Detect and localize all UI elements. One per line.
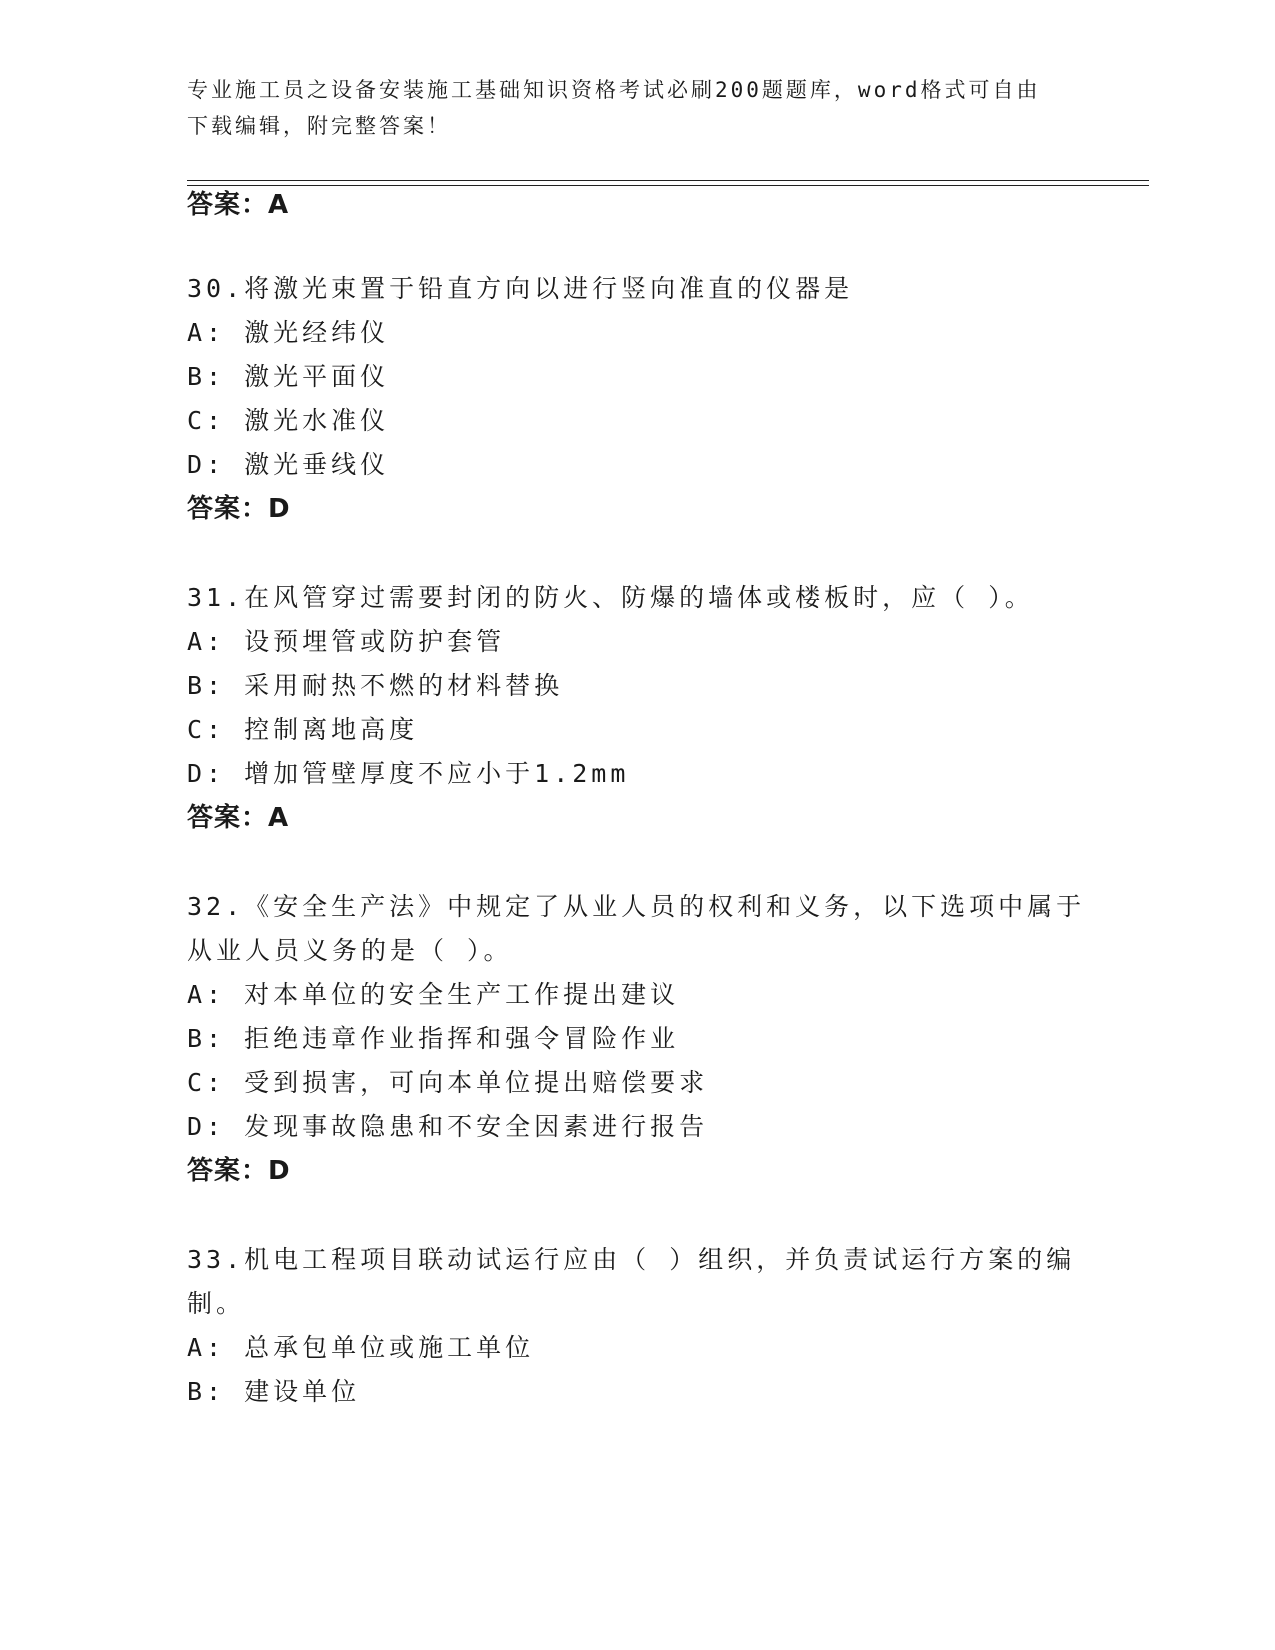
- answer-32: 答案：D: [187, 1156, 291, 1186]
- header-rule-top: [187, 180, 1149, 181]
- question-33-title-line-1: 33.机电工程项目联动试运行应由（ ）组织，并负责试运行方案的编: [187, 1245, 1076, 1274]
- question-31-option-b: B: 采用耐热不燃的材料替换: [187, 671, 564, 700]
- question-32-option-c: C: 受到损害，可向本单位提出赔偿要求: [187, 1068, 709, 1097]
- question-31-option-d: D: 增加管壁厚度不应小于1.2mm: [187, 759, 630, 788]
- question-31-title: 31.在风管穿过需要封闭的防火、防爆的墙体或楼板时，应（ ）。: [187, 583, 1034, 612]
- header-line-1: 专业施工员之设备安装施工基础知识资格考试必刷200题题库，word格式可自由: [187, 78, 1041, 102]
- question-30-option-d: D: 激光垂线仪: [187, 450, 390, 479]
- question-30-title: 30.将激光束置于铅直方向以进行竖向准直的仪器是: [187, 274, 854, 303]
- question-33-option-a: A: 总承包单位或施工单位: [187, 1333, 535, 1362]
- question-32-title-line-1: 32.《安全生产法》中规定了从业人员的权利和义务，以下选项中属于: [187, 892, 1086, 921]
- header-rule-bottom: [187, 185, 1149, 186]
- question-32-option-a: A: 对本单位的安全生产工作提出建议: [187, 980, 680, 1009]
- question-30-option-a: A: 激光经纬仪: [187, 318, 390, 347]
- header-line-2: 下载编辑，附完整答案！: [187, 114, 451, 138]
- question-33-title-line-2: 制。: [187, 1289, 246, 1318]
- question-30-option-c: C: 激光水准仪: [187, 406, 390, 435]
- answer-29: 答案：A: [187, 190, 290, 220]
- question-33-option-b: B: 建设单位: [187, 1377, 361, 1406]
- answer-31: 答案：A: [187, 803, 290, 833]
- answer-30: 答案：D: [187, 494, 291, 524]
- question-31-option-c: C: 控制离地高度: [187, 715, 419, 744]
- question-32-option-b: B: 拒绝违章作业指挥和强令冒险作业: [187, 1024, 680, 1053]
- question-32-title-line-2: 从业人员义务的是（ ）。: [187, 936, 513, 965]
- question-31-option-a: A: 设预埋管或防护套管: [187, 627, 506, 656]
- document-header: [187, 72, 1067, 144]
- question-30-option-b: B: 激光平面仪: [187, 362, 390, 391]
- question-32-option-d: D: 发现事故隐患和不安全因素进行报告: [187, 1112, 709, 1141]
